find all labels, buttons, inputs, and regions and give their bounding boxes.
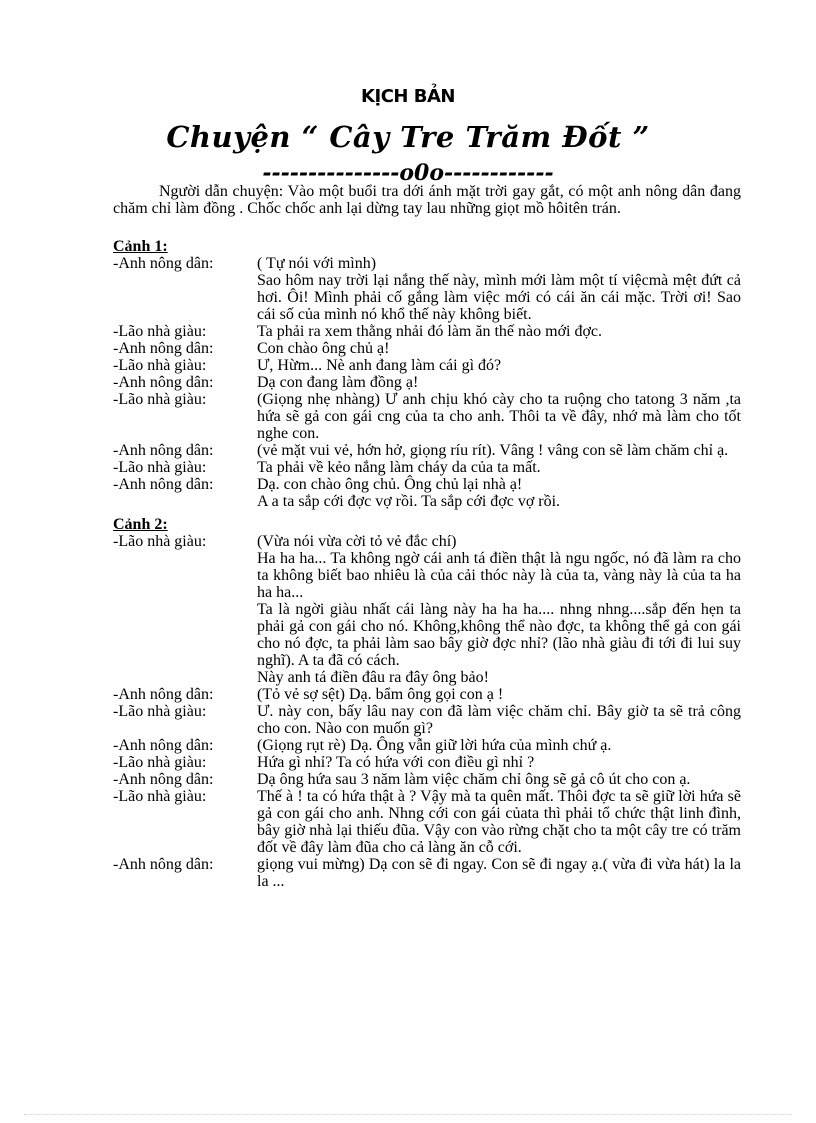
speech-text [257,856,741,890]
speaker-name: -Lão nhà giàu: [113,323,207,340]
scene-1 [113,238,741,890]
speaker-name: -Anh nông dân: [113,771,214,788]
speech-paragraph: (Vừa nói vừa cời tỏ vẻ đắc chí) [257,533,457,550]
speech-paragraph: Ta phải ra xem thằng nhải đó làm ăn thế nào mới đợc. [257,323,603,340]
speech-paragraph: Ư, Hừm... Nè anh đang làm cái gì đó? [257,357,502,374]
speech-paragraph: Này anh tá điền đâu ra đây ông bảo! [257,669,489,686]
dialogue-line [113,476,741,510]
speech-text [257,788,741,856]
speech-text [257,323,741,340]
narrator-intro: Người dẫn chuyện: Vào một buổi tra dới ánh mặt trời gay gắt, có một anh nông dân đang chăm chỉ làm đồng . Chốc chốc anh lại dừng tay lau những giọt mồ hôitên trán. [113,183,741,217]
page-bottom-divider [24,1114,792,1115]
speech-text [257,476,741,510]
speech-text [257,374,741,391]
speech-text [257,703,741,737]
dialogue-line [113,357,741,374]
speech-paragraph: Ta phải về kẻo nắng làm cháy da của ta mất. [257,459,541,476]
speech-paragraph: Con chào ông chủ ạ! [257,340,390,357]
dialogue-line [113,255,741,323]
dialogue-line [113,686,741,703]
speaker-name: -Anh nông dân: [113,737,214,754]
speech-text [257,255,741,323]
dialogue-line [113,754,741,771]
dialogue-line [113,340,741,357]
dialogue-line [113,442,741,459]
speech-paragraph: (Giọng rụt rè) Dạ. Ông vẫn giữ lời hứa của mình chứ ạ. [257,737,612,754]
speech-paragraph: Hứa gì nhỉ? Ta có hứa với con điều gì nhỉ ? [257,754,535,771]
speech-paragraph: Ư. này con, bấy lâu nay con đã làm việc chăm chỉ. Bây giờ ta sẽ trả công cho con. Nào con muốn gì? [257,703,741,737]
speech-paragraph: ( Tự nói với mình) [257,255,377,272]
speech-paragraph: (Giọng nhẹ nhàng) Ư anh chịu khó cày cho ta ruộng cho tatong 3 năm ,ta hứa sẽ gả con gái cng của ta cho anh. Thôi ta về đây, nhớ mà làm cho tốt nghe con. [257,391,741,442]
speaker-name: -Lão nhà giàu: [113,391,207,408]
speech-text [257,533,741,686]
scene-1-title: Cảnh 1: [113,238,168,255]
speaker-name: -Lão nhà giàu: [113,754,207,771]
speech-text [257,737,741,754]
title-separator: ---------------o0o------------ [262,160,554,186]
speaker-name: -Anh nông dân: [113,476,214,493]
speaker-name: -Lão nhà giàu: [113,703,207,720]
speech-text [257,340,741,357]
speaker-name: -Lão nhà giàu: [113,533,207,550]
speaker-name: -Anh nông dân: [113,340,214,357]
speech-paragraph: Ha ha ha... Ta không ngờ cái anh tá điền thật là ngu ngốc, nó đã làm ra cho ta không biết bao nhiêu là của cải thóc này là của ta, vàng này là của ta ha ha ha... [257,550,741,601]
dialogue-line [113,703,741,737]
script-title: KỊCH BẢN [361,86,455,107]
speech-paragraph: (Tỏ vẻ sợ sệt) Dạ. bẩm ông gọi con ạ ! [257,686,504,703]
scene-2-title: Cảnh 2: [113,516,168,533]
speech-paragraph: Thế à ! ta có hứa thật à ? Vậy mà ta quên mất. Thôi đợc ta sẽ giữ lời hứa sẽ gả con gái cho anh. Nhng cới con gái củata thì phải tổ chức thật linh đình, bây giờ nhà lại thiếu đũa. Vậy con vào rừng chặt cho ta một cây tre có trăm đốt về đây làm đũa cho cả làng ăn cỗ cới. [257,788,741,856]
speaker-name: -Lão nhà giàu: [113,459,207,476]
speech-paragraph: Dạ ông hứa sau 3 năm làm việc chăm chỉ ông sẽ gả cô út cho con ạ. [257,771,691,788]
dialogue-line [113,737,741,754]
story-title: Chuyện “ Cây Tre Trăm Đốt ” [166,120,650,154]
speech-paragraph: Dạ. con chào ông chủ. Ông chủ lại nhà ạ! [257,476,523,493]
speaker-name: -Anh nông dân: [113,255,214,272]
speech-text [257,442,741,459]
speaker-name: -Anh nông dân: [113,374,214,391]
speaker-name: -Anh nông dân: [113,442,214,459]
speech-paragraph: Ta là ngời giàu nhất cái làng này ha ha ha.... nhng nhng....sắp đến hẹn ta phải gả con gái cho nó. Không,không thể nào đợc, ta không thể gả con gái cho nó đợc, ta phải làm sao bây giờ đợc nhỉ? (lão nhà giàu đi tới đi lui suy nghĩ). A ta đã có cách. [257,601,741,669]
speaker-name: -Anh nông dân: [113,856,214,873]
speech-text [257,357,741,374]
dialogue-line [113,771,741,788]
dialogue-line [113,374,741,391]
speech-paragraph: giọng vui mừng) Dạ con sẽ đi ngay. Con sẽ đi ngay ạ.( vừa đi vừa hát) la la la ... [257,856,741,890]
speech-paragraph: (vẻ mặt vui vẻ, hớn hở, giọng ríu rít). Vâng ! vâng con sẽ làm chăm chỉ ạ. [257,442,729,459]
dialogue-line [113,391,741,442]
dialogue-line [113,856,741,890]
speech-text [257,771,741,788]
speech-text [257,686,741,703]
dialogue-line [113,533,741,686]
speech-paragraph: Dạ con đang làm đồng ạ! [257,374,419,391]
speaker-name: -Lão nhà giàu: [113,357,207,374]
speech-text [257,391,741,442]
speaker-name: -Lão nhà giàu: [113,788,207,805]
dialogue-line [113,788,741,856]
speech-paragraph: Sao hôm nay trời lại nắng thế này, mình mới làm một tí việcmà mệt đứt cả hơi. Ôi! Mình phải cố gắng làm việc mới có cái ăn cái mặc. Trời ơi! Sao cái số của mình nó khổ thế này không biết. [257,272,741,323]
dialogue-line [113,459,741,476]
speaker-name: -Anh nông dân: [113,686,214,703]
speech-text [257,754,741,771]
speech-paragraph: A a ta sắp cới đợc vợ rồi. Ta sắp cới đợc vợ rồi. [257,493,561,510]
dialogue-line [113,323,741,340]
speech-text [257,459,741,476]
